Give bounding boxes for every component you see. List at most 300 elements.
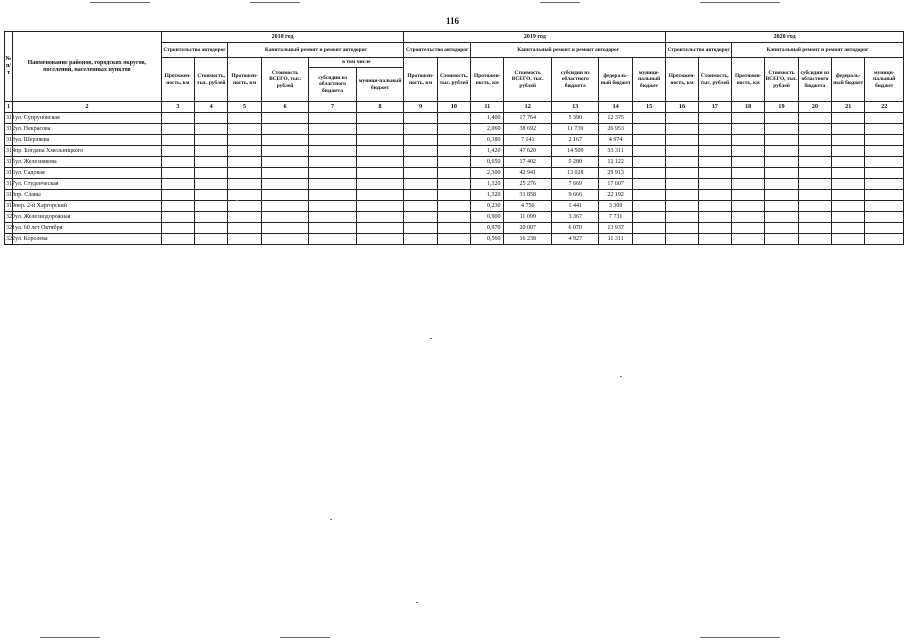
in-that-number-header: в том числе — [309, 58, 404, 68]
empty-cell — [832, 201, 865, 212]
empty-cell — [161, 168, 194, 179]
regional-subsidy-cell: 7 669 — [551, 179, 599, 190]
empty-cell — [698, 168, 731, 179]
empty-cell — [309, 223, 357, 234]
total-cost-cell: 31 858 — [504, 190, 552, 201]
empty-cell — [195, 157, 228, 168]
table-row — [5, 135, 904, 146]
empty-cell — [261, 146, 309, 157]
street-name: ул. Шерляева — [13, 135, 162, 146]
row-number: 314 — [5, 146, 13, 157]
federal-budget-cell: 3 309 — [599, 201, 632, 212]
empty-cell — [698, 223, 731, 234]
empty-cell — [698, 124, 731, 135]
col-municipal: муници-пальный бюджет — [632, 58, 665, 102]
empty-cell — [698, 212, 731, 223]
empty-cell — [666, 212, 698, 223]
empty-cell — [632, 190, 665, 201]
street-name: ул. Королева — [13, 234, 162, 245]
empty-cell — [666, 135, 698, 146]
empty-cell — [765, 179, 798, 190]
column-number: 7 — [309, 102, 357, 113]
column-number: 12 — [504, 102, 552, 113]
empty-cell — [437, 234, 470, 245]
empty-cell — [195, 190, 228, 201]
empty-cell — [865, 201, 904, 212]
street-name: пер. 2-й Харгорский — [13, 201, 162, 212]
col-length: Протяжен-ность, км — [404, 58, 437, 102]
street-name: пр. Богдана Хмельницкого — [13, 146, 162, 157]
empty-cell — [666, 168, 698, 179]
empty-cell — [765, 190, 798, 201]
empty-cell — [698, 234, 731, 245]
empty-cell — [195, 212, 228, 223]
col-total: Стоимость ВСЕГО, тыс. рублей — [261, 58, 309, 102]
length-cell: 1,320 — [471, 179, 504, 190]
empty-cell — [798, 113, 831, 124]
empty-cell — [666, 234, 698, 245]
empty-cell — [798, 146, 831, 157]
empty-cell — [698, 190, 731, 201]
regional-subsidy-cell: 2 167 — [551, 135, 599, 146]
column-number: 17 — [698, 102, 731, 113]
empty-cell — [309, 179, 357, 190]
empty-cell — [798, 168, 831, 179]
empty-cell — [404, 124, 437, 135]
empty-cell — [798, 201, 831, 212]
empty-cell — [632, 212, 665, 223]
total-cost-cell: 47 620 — [504, 146, 552, 157]
year-2020-header: 2020 год — [666, 32, 904, 43]
empty-cell — [228, 201, 261, 212]
road-works-table — [4, 31, 904, 245]
length-cell: 0,650 — [471, 157, 504, 168]
empty-cell — [404, 146, 437, 157]
empty-cell — [698, 201, 731, 212]
row-number: 319 — [5, 201, 13, 212]
column-number: 5 — [228, 102, 261, 113]
empty-cell — [437, 113, 470, 124]
empty-cell — [309, 135, 357, 146]
column-number: 8 — [356, 102, 404, 113]
empty-cell — [865, 135, 904, 146]
construction-header-2020: Строительство автодорог — [666, 43, 732, 58]
empty-cell — [731, 113, 764, 124]
table-row — [5, 234, 904, 245]
street-name: ул. Супруновская — [13, 113, 162, 124]
empty-cell — [404, 113, 437, 124]
empty-cell — [832, 179, 865, 190]
length-cell: 0,380 — [471, 135, 504, 146]
total-cost-cell: 11 099 — [504, 212, 552, 223]
federal-budget-cell: 22 192 — [599, 190, 632, 201]
street-name: ул. Железнякова — [13, 157, 162, 168]
empty-cell — [404, 234, 437, 245]
empty-cell — [261, 190, 309, 201]
regional-subsidy-cell: 1 441 — [551, 201, 599, 212]
empty-cell — [437, 157, 470, 168]
federal-budget-cell: 12 375 — [599, 113, 632, 124]
table-row — [5, 124, 904, 135]
empty-cell — [356, 234, 404, 245]
empty-cell — [261, 157, 309, 168]
name-header: Наименование районов, городских округов, поселений, населенных пунктов — [13, 32, 162, 102]
empty-cell — [309, 168, 357, 179]
empty-cell — [832, 157, 865, 168]
table-row — [5, 168, 904, 179]
empty-cell — [666, 146, 698, 157]
empty-cell — [437, 201, 470, 212]
empty-cell — [261, 212, 309, 223]
row-number: 315 — [5, 157, 13, 168]
empty-cell — [161, 113, 194, 124]
row-number: 313 — [5, 135, 13, 146]
col-length: Протяжен-ность, км — [731, 58, 764, 102]
length-cell: 0,970 — [471, 223, 504, 234]
empty-cell — [798, 234, 831, 245]
length-cell: 1,420 — [471, 146, 504, 157]
empty-cell — [731, 212, 764, 223]
empty-cell — [865, 212, 904, 223]
empty-cell — [161, 135, 194, 146]
empty-cell — [261, 135, 309, 146]
empty-cell — [632, 179, 665, 190]
length-cell: 0,900 — [471, 212, 504, 223]
empty-cell — [228, 234, 261, 245]
federal-budget-cell: 7 731 — [599, 212, 632, 223]
empty-cell — [832, 223, 865, 234]
empty-cell — [666, 157, 698, 168]
row-number: 320 — [5, 212, 13, 223]
empty-cell — [404, 168, 437, 179]
empty-cell — [731, 168, 764, 179]
empty-cell — [309, 212, 357, 223]
construction-header-2019: Строительство автодорог — [404, 43, 471, 58]
federal-budget-cell: 26 953 — [599, 124, 632, 135]
empty-cell — [832, 124, 865, 135]
empty-cell — [195, 146, 228, 157]
empty-cell — [765, 124, 798, 135]
empty-cell — [309, 124, 357, 135]
construction-header-2018: Строительство автодорог — [161, 43, 228, 58]
empty-cell — [765, 234, 798, 245]
empty-cell — [765, 113, 798, 124]
empty-cell — [356, 113, 404, 124]
empty-cell — [765, 146, 798, 157]
col-cost: Стоимость, тыс. рублей — [698, 58, 731, 102]
col-municipal: муници-пальный бюджет — [356, 68, 404, 102]
row-number: 311 — [5, 113, 13, 124]
empty-cell — [731, 179, 764, 190]
empty-cell — [356, 124, 404, 135]
empty-cell — [195, 179, 228, 190]
empty-cell — [832, 146, 865, 157]
regional-subsidy-cell: 5 280 — [551, 157, 599, 168]
column-number: 10 — [437, 102, 470, 113]
length-cell: 2,060 — [471, 124, 504, 135]
empty-cell — [161, 124, 194, 135]
empty-cell — [832, 212, 865, 223]
empty-cell — [865, 179, 904, 190]
empty-cell — [195, 201, 228, 212]
empty-cell — [698, 135, 731, 146]
repair-header-2019: Капитальный ремонт и ремонт автодорог — [471, 43, 666, 58]
federal-budget-cell: 11 311 — [599, 234, 632, 245]
empty-cell — [865, 124, 904, 135]
empty-cell — [228, 212, 261, 223]
column-number: 16 — [666, 102, 698, 113]
col-length: Протяжен-ность, км — [228, 58, 261, 102]
federal-budget-cell: 12 122 — [599, 157, 632, 168]
empty-cell — [404, 190, 437, 201]
no-header: № п/т — [5, 32, 13, 102]
row-number: 316 — [5, 168, 13, 179]
regional-subsidy-cell: 13 028 — [551, 168, 599, 179]
empty-cell — [865, 223, 904, 234]
empty-cell — [632, 223, 665, 234]
empty-cell — [666, 201, 698, 212]
regional-subsidy-cell: 9 666 — [551, 190, 599, 201]
empty-cell — [632, 168, 665, 179]
empty-cell — [356, 135, 404, 146]
empty-cell — [195, 124, 228, 135]
empty-cell — [798, 179, 831, 190]
empty-cell — [632, 146, 665, 157]
empty-cell — [731, 146, 764, 157]
empty-cell — [437, 146, 470, 157]
table-row — [5, 179, 904, 190]
empty-cell — [161, 212, 194, 223]
empty-cell — [632, 201, 665, 212]
table-row — [5, 223, 904, 234]
empty-cell — [195, 223, 228, 234]
empty-cell — [731, 157, 764, 168]
row-number: 312 — [5, 124, 13, 135]
empty-cell — [404, 179, 437, 190]
empty-cell — [356, 179, 404, 190]
column-number: 6 — [261, 102, 309, 113]
col-municipal: муници-пальный бюджет — [865, 58, 904, 102]
length-cell: 2,300 — [471, 168, 504, 179]
row-number: 318 — [5, 190, 13, 201]
empty-cell — [765, 223, 798, 234]
empty-cell — [865, 113, 904, 124]
empty-cell — [731, 201, 764, 212]
row-number: 317 — [5, 179, 13, 190]
empty-cell — [698, 146, 731, 157]
empty-cell — [309, 157, 357, 168]
empty-cell — [228, 168, 261, 179]
empty-cell — [731, 223, 764, 234]
empty-cell — [261, 234, 309, 245]
row-number: 321 — [5, 223, 13, 234]
empty-cell — [261, 113, 309, 124]
empty-cell — [161, 201, 194, 212]
column-number: 22 — [865, 102, 904, 113]
length-cell: 1,320 — [471, 190, 504, 201]
column-number: 14 — [599, 102, 632, 113]
empty-cell — [404, 212, 437, 223]
table-row — [5, 190, 904, 201]
empty-cell — [832, 168, 865, 179]
total-cost-cell: 16 238 — [504, 234, 552, 245]
empty-cell — [261, 179, 309, 190]
empty-cell — [765, 168, 798, 179]
regional-subsidy-cell: 14 509 — [551, 146, 599, 157]
empty-cell — [731, 234, 764, 245]
empty-cell — [632, 113, 665, 124]
table-row — [5, 113, 904, 124]
regional-subsidy-cell: 11 739 — [551, 124, 599, 135]
table-row — [5, 157, 904, 168]
federal-budget-cell: 4 974 — [599, 135, 632, 146]
empty-cell — [404, 135, 437, 146]
empty-cell — [865, 234, 904, 245]
empty-cell — [437, 168, 470, 179]
empty-cell — [698, 113, 731, 124]
empty-cell — [798, 190, 831, 201]
empty-cell — [632, 157, 665, 168]
empty-cell — [228, 135, 261, 146]
empty-cell — [437, 135, 470, 146]
length-cell: 0,560 — [471, 234, 504, 245]
empty-cell — [865, 190, 904, 201]
col-total: Стоимость ВСЕГО, тыс. рублей — [504, 58, 552, 102]
empty-cell — [356, 157, 404, 168]
empty-cell — [404, 201, 437, 212]
empty-cell — [698, 179, 731, 190]
empty-cell — [865, 168, 904, 179]
empty-cell — [698, 157, 731, 168]
page-number: 116 — [445, 16, 459, 26]
empty-cell — [309, 190, 357, 201]
federal-budget-cell: 13 937 — [599, 223, 632, 234]
empty-cell — [632, 135, 665, 146]
total-cost-cell: 17 764 — [504, 113, 552, 124]
empty-cell — [404, 157, 437, 168]
empty-cell — [437, 223, 470, 234]
total-cost-cell: 25 276 — [504, 179, 552, 190]
empty-cell — [309, 113, 357, 124]
empty-cell — [865, 146, 904, 157]
column-number: 15 — [632, 102, 665, 113]
empty-cell — [356, 223, 404, 234]
col-federal: федераль-ный бюджет — [599, 58, 632, 102]
empty-cell — [765, 157, 798, 168]
empty-cell — [666, 223, 698, 234]
empty-cell — [261, 168, 309, 179]
empty-cell — [228, 157, 261, 168]
empty-cell — [404, 223, 437, 234]
empty-cell — [195, 234, 228, 245]
street-name: ул. Студенческая — [13, 179, 162, 190]
empty-cell — [195, 135, 228, 146]
empty-cell — [731, 124, 764, 135]
empty-cell — [832, 190, 865, 201]
col-total: Стоимость ВСЕГО, тыс. рублей — [765, 58, 798, 102]
empty-cell — [195, 113, 228, 124]
column-number: 3 — [161, 102, 194, 113]
street-name: ул. Садовая — [13, 168, 162, 179]
empty-cell — [161, 234, 194, 245]
empty-cell — [832, 135, 865, 146]
empty-cell — [437, 212, 470, 223]
empty-cell — [666, 113, 698, 124]
empty-cell — [309, 234, 357, 245]
repair-header-2018: Капитальный ремонт и ремонт автодорог — [228, 43, 404, 58]
column-number: 1 — [5, 102, 13, 113]
col-length: Протяжен-ность, км — [471, 58, 504, 102]
federal-budget-cell: 29 913 — [599, 168, 632, 179]
empty-cell — [666, 124, 698, 135]
empty-cell — [161, 146, 194, 157]
empty-cell — [632, 124, 665, 135]
empty-cell — [195, 168, 228, 179]
street-name: ул. 60 лет Октября — [13, 223, 162, 234]
repair-header-2020: Капитальный ремонт и ремонт автодорог — [731, 43, 903, 58]
empty-cell — [228, 146, 261, 157]
empty-cell — [798, 157, 831, 168]
street-name: ул. Некрасова — [13, 124, 162, 135]
empty-cell — [161, 223, 194, 234]
regional-subsidy-cell: 6 070 — [551, 223, 599, 234]
column-number: 19 — [765, 102, 798, 113]
empty-cell — [666, 179, 698, 190]
regional-subsidy-cell: 3 367 — [551, 212, 599, 223]
total-cost-cell: 38 692 — [504, 124, 552, 135]
empty-cell — [309, 201, 357, 212]
table-row — [5, 146, 904, 157]
empty-cell — [161, 190, 194, 201]
empty-cell — [261, 201, 309, 212]
empty-cell — [731, 135, 764, 146]
street-name: ул. Железнодорожная — [13, 212, 162, 223]
col-regional: субсидии из областного бюджета — [309, 68, 357, 102]
column-number: 20 — [798, 102, 831, 113]
federal-budget-cell: 17 607 — [599, 179, 632, 190]
length-cell: 1,400 — [471, 113, 504, 124]
street-name: пр. Славы — [13, 190, 162, 201]
col-federal: федераль-ный бюджет — [832, 58, 865, 102]
empty-cell — [356, 190, 404, 201]
col-regional: субсидии из областного бюджета — [798, 58, 831, 102]
col-length: Протяжен-ность, км — [666, 58, 698, 102]
col-cost: Стоимость, тыс. рублей — [437, 58, 470, 102]
empty-cell — [356, 212, 404, 223]
empty-cell — [261, 223, 309, 234]
empty-cell — [765, 201, 798, 212]
empty-cell — [437, 190, 470, 201]
column-number-row — [5, 102, 904, 113]
empty-cell — [437, 179, 470, 190]
col-length: Протяжен-ность, км — [161, 58, 194, 102]
column-number: 9 — [404, 102, 437, 113]
empty-cell — [832, 113, 865, 124]
year-2018-header: 2018 год — [161, 32, 404, 43]
empty-cell — [228, 113, 261, 124]
empty-cell — [161, 157, 194, 168]
empty-cell — [356, 146, 404, 157]
col-regional: субсидии из областного бюджета — [551, 58, 599, 102]
empty-cell — [228, 190, 261, 201]
empty-cell — [261, 124, 309, 135]
empty-cell — [309, 146, 357, 157]
table-row — [5, 201, 904, 212]
column-number: 11 — [471, 102, 504, 113]
federal-budget-cell: 33 311 — [599, 146, 632, 157]
empty-cell — [765, 135, 798, 146]
table-row — [5, 212, 904, 223]
